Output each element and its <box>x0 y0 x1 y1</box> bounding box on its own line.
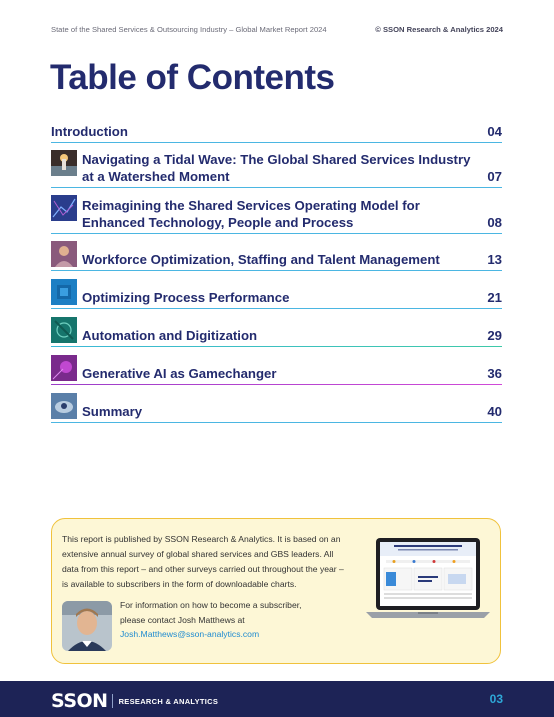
toc-page-number: 04 <box>487 124 502 139</box>
toc-entry-summary[interactable] <box>51 395 502 420</box>
toc-page-number: 08 <box>487 215 502 230</box>
toc-page-number: 21 <box>487 290 502 305</box>
logo-tagline: RESEARCH & ANALYTICS <box>118 696 219 706</box>
table-of-contents <box>51 120 502 420</box>
subscriber-info-box <box>51 518 501 664</box>
contact-line-1: For information on how to become a subscriber, <box>120 600 302 610</box>
page-number: 03 <box>489 692 503 706</box>
toc-entry-title: Reimagining the Shared Services Operating Model for Enhanced Technology, People and Process <box>82 198 420 230</box>
logo-wordmark: SSON <box>51 690 108 712</box>
person-thumbnail-icon <box>51 241 77 267</box>
publication-note: This report is published by SSON Research & Analytics. It is based on an extensive annual survey of global shared services and GBS leaders. All data from this report – and other surveys carried out throughout the year – is available to subscribers in the form of downloadable charts. <box>62 534 344 589</box>
toc-entry-optimizing-process-performance[interactable] <box>51 281 502 306</box>
summary-thumbnail-icon <box>51 393 77 419</box>
toc-entry-title: Navigating a Tidal Wave: The Global Shared Services Industry at a Watershed Moment <box>82 152 471 184</box>
toc-page-number: 29 <box>487 328 502 343</box>
lighthouse-thumbnail-icon <box>51 150 77 176</box>
toc-entry-automation-and-digitization[interactable] <box>51 319 502 344</box>
toc-entry-title: Introduction <box>51 124 128 139</box>
toc-divider <box>51 346 502 348</box>
toc-divider <box>51 142 502 144</box>
network-thumbnail-icon <box>51 195 77 221</box>
copyright-notice: © SSON Research & Analytics 2024 <box>375 25 503 34</box>
page-title: Table of Contents <box>50 58 335 97</box>
contact-avatar <box>62 601 112 651</box>
automation-thumbnail-icon <box>51 317 77 343</box>
process-thumbnail-icon <box>51 279 77 305</box>
toc-page-number: 07 <box>487 169 502 184</box>
toc-entry-title: Generative AI as Gamechanger <box>82 366 277 381</box>
contact-details <box>120 598 340 642</box>
toc-page-number: 36 <box>487 366 502 381</box>
toc-divider <box>51 384 502 386</box>
toc-entry-navigating-a-tidal-wave[interactable] <box>51 149 502 185</box>
toc-entry-title: Automation and Digitization <box>82 328 258 343</box>
toc-divider <box>51 422 502 424</box>
contact-line-2: please contact Josh Matthews at <box>120 614 245 625</box>
page-footer <box>0 681 554 717</box>
contact-email-link[interactable]: Josh.Matthews@sson-analytics.com <box>120 629 260 639</box>
toc-entry-reimagining-operating-model[interactable] <box>51 195 502 231</box>
toc-entry-title: Workforce Optimization, Staffing and Talent Management <box>82 252 440 267</box>
report-title: State of the Shared Services & Outsourcing Industry – Global Market Report 2024 <box>51 25 327 34</box>
sson-logo <box>51 690 218 712</box>
toc-page-number: 13 <box>487 252 502 267</box>
toc-divider <box>51 187 502 189</box>
toc-divider <box>51 308 502 310</box>
ai-thumbnail-icon <box>51 355 77 381</box>
toc-entry-generative-ai[interactable] <box>51 357 502 382</box>
toc-divider <box>51 270 502 272</box>
page-header <box>51 25 503 34</box>
toc-entry-workforce-optimization[interactable] <box>51 243 502 268</box>
toc-divider <box>51 233 502 235</box>
laptop-preview-image <box>364 536 492 626</box>
toc-entry-title: Summary <box>82 404 143 419</box>
toc-entry-title: Optimizing Process Performance <box>82 290 290 305</box>
logo-divider <box>112 694 113 708</box>
toc-page-number: 40 <box>487 404 502 419</box>
toc-entry-introduction[interactable] <box>51 120 502 140</box>
